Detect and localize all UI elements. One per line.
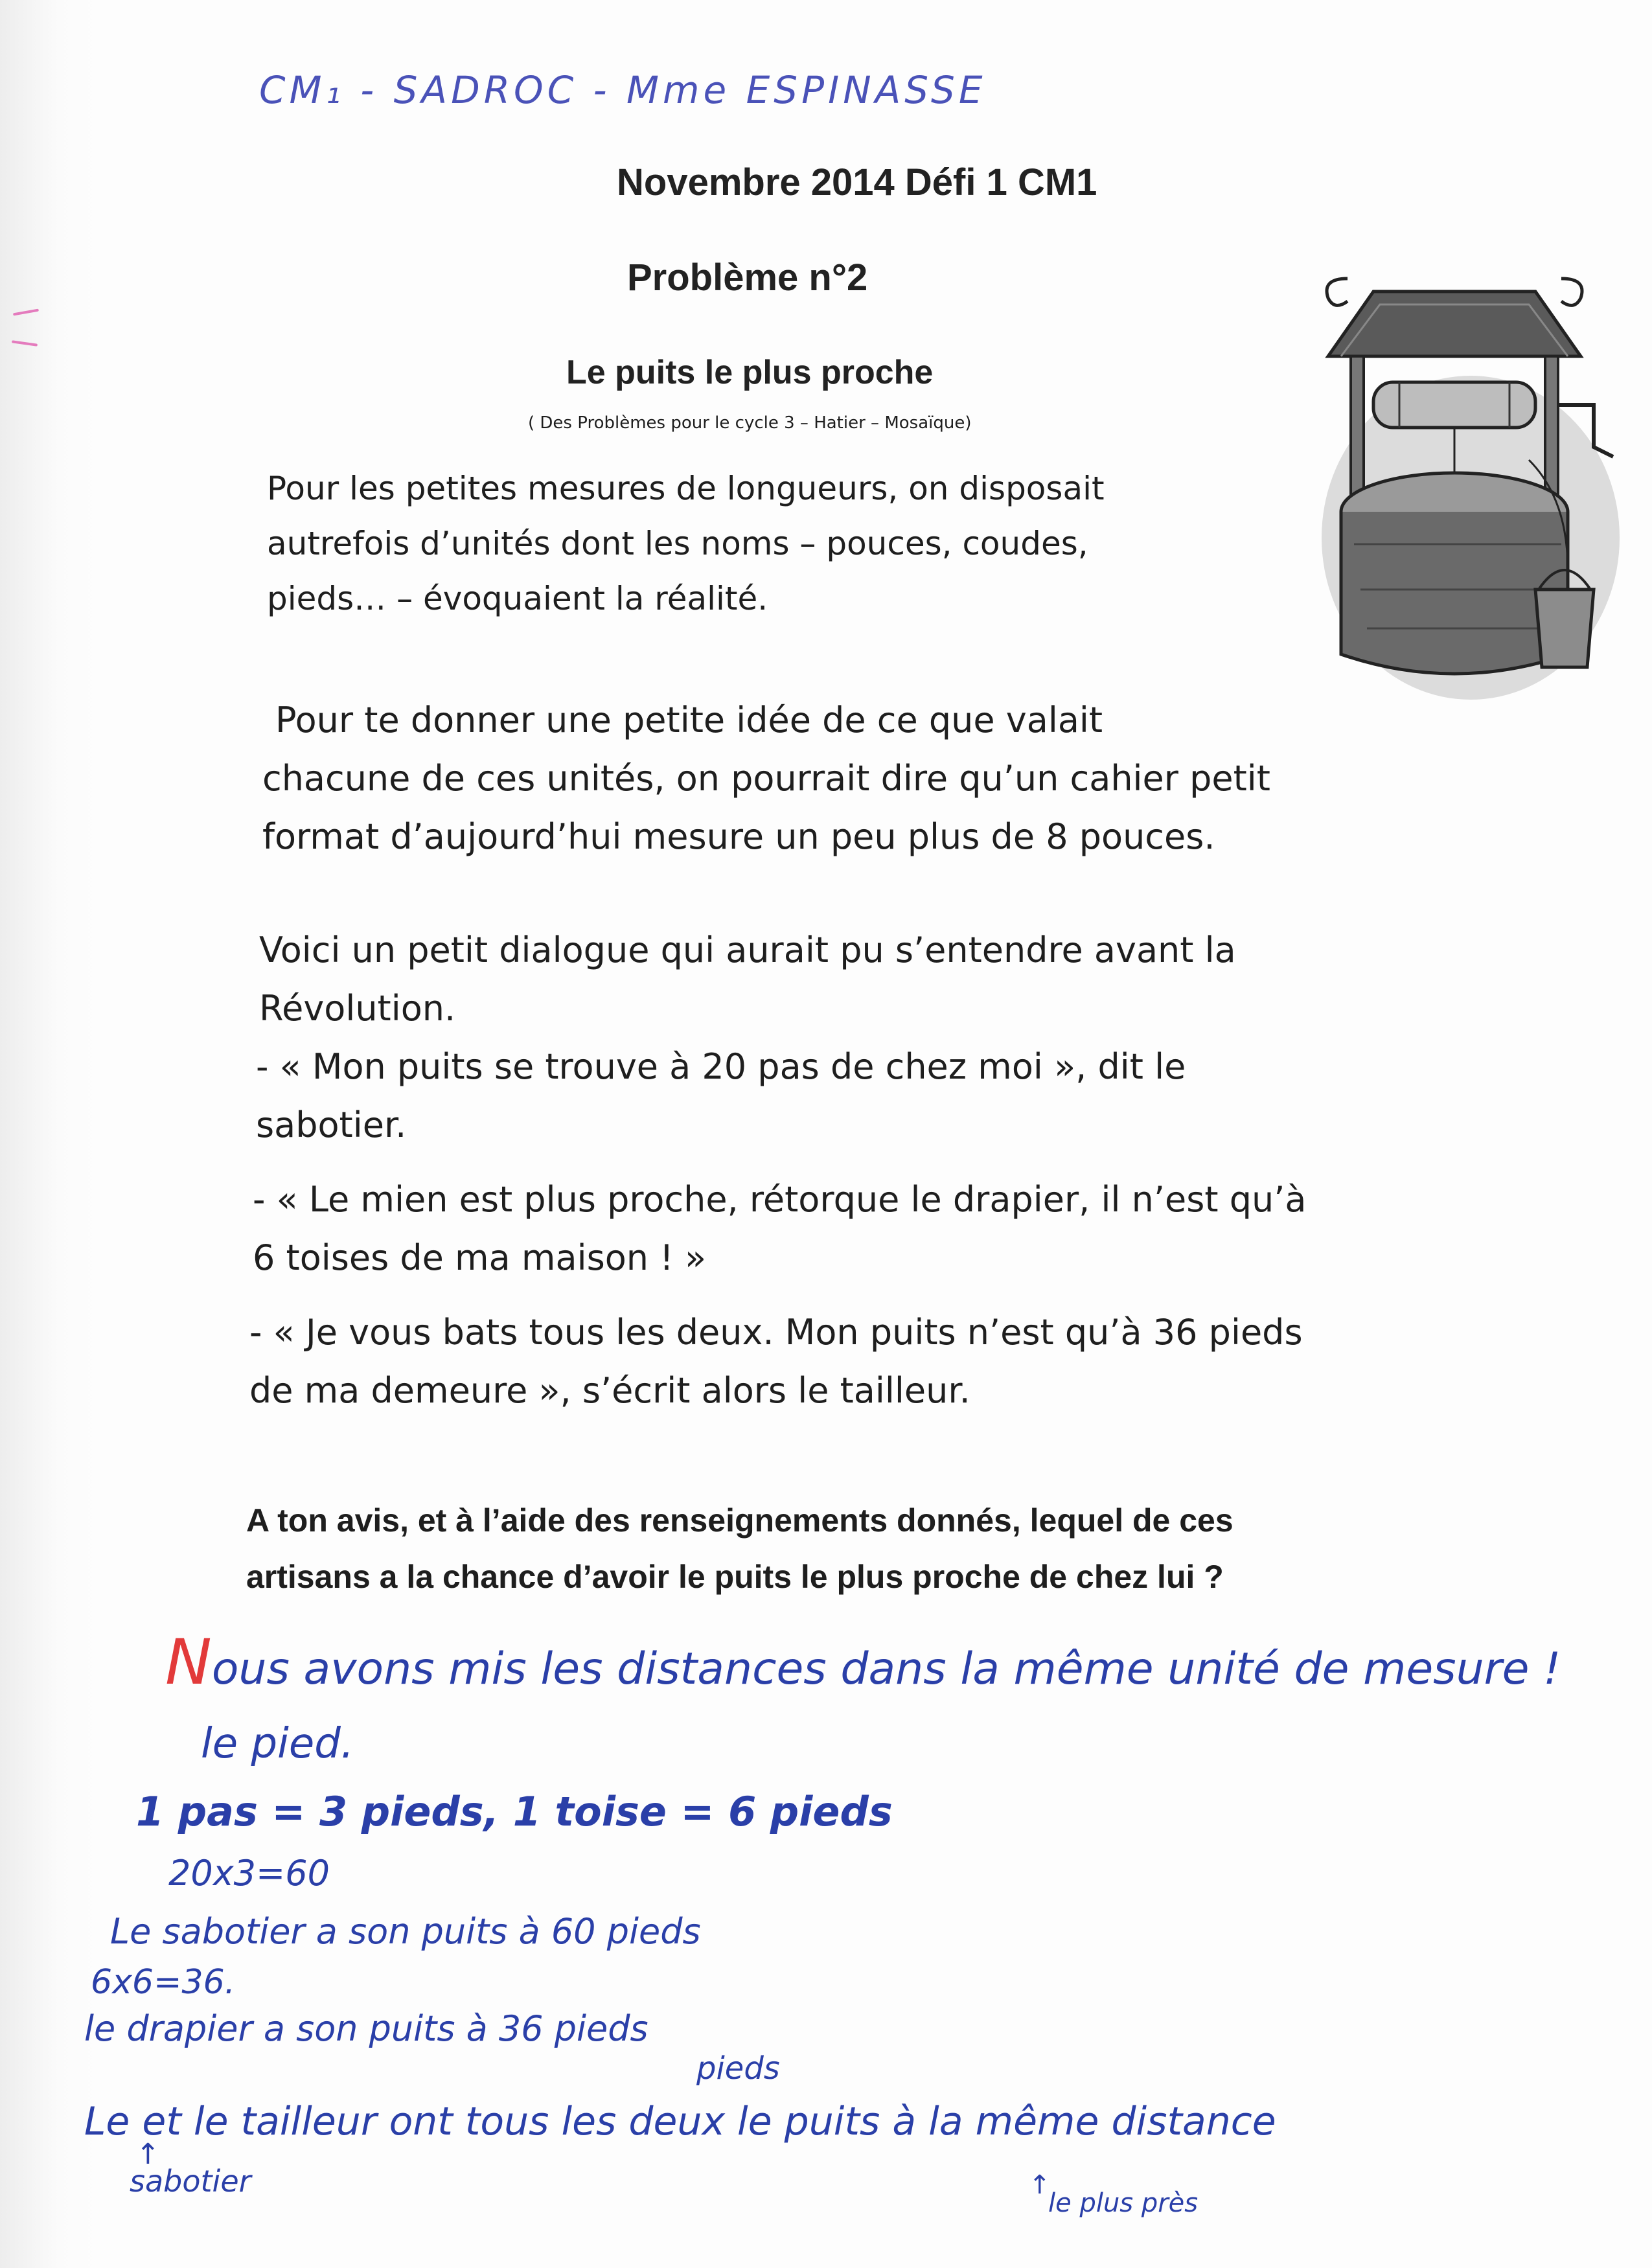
intro-line-1: Pour les petites mesures de longueurs, on disposait <box>267 470 1105 507</box>
dialogue-line-4: sabotier. <box>256 1105 407 1145</box>
question-line-2: artisans a la chance d’avoir le puits le plus proche de chez lui ? <box>246 1559 1224 1595</box>
answer-line-4: 20x3=60 <box>168 1853 330 1894</box>
answer-first-letter: N <box>165 1626 212 1699</box>
dialogue-line-8: de ma demeure », s’écrit alors le tailleur. <box>249 1370 970 1411</box>
intro-line-2: autrefois d’unités dont les noms – pouces, coudes, <box>267 525 1088 562</box>
answer-line-2: le pied. <box>201 1720 354 1768</box>
question-line-1: A ton avis, et à l’aide des renseignements donnés, lequel de ces <box>246 1502 1233 1539</box>
answer-line-1 <box>165 1626 1561 1699</box>
intro-line-3: pieds… – évoquaient la réalité. <box>267 580 768 617</box>
para2-line-2: chacune de ces unités, on pourrait dire qu’un cahier petit <box>262 758 1270 799</box>
dialogue-line-7: - « Je vous bats tous les deux. Mon puits n’est qu’à 36 pieds <box>249 1312 1303 1353</box>
para2-line-3: format d’aujourd’hui mesure un peu plus de 8 pouces. <box>262 816 1215 857</box>
note-sabotier: sabotier <box>130 2164 251 2199</box>
answer-line-7: le drapier a son puits à 36 pieds <box>84 2008 648 2049</box>
answer-line-6: 6x6=36. <box>91 1963 236 2002</box>
dialogue-line-1: Voici un petit dialogue qui aurait pu s’entendre avant la <box>259 930 1236 970</box>
note-plus-pres: le plus près <box>1048 2188 1199 2218</box>
doc-title: Novembre 2014 Défi 1 CM1 <box>617 161 1097 203</box>
well-illustration <box>1289 266 1620 713</box>
para2-line-1: Pour te donner une petite idée de ce que valait <box>275 700 1103 740</box>
arrow-plus-pres: ↑ <box>1029 2170 1051 2200</box>
answer-line-7b: pieds <box>696 2050 780 2087</box>
answer-line-1-text: ous avons mis les distances dans la même unité de mesure ! <box>211 1644 1561 1695</box>
dialogue-line-6: 6 toises de ma maison ! » <box>253 1237 707 1278</box>
handwritten-class-header: CM₁ - SADROC - Mme ESPINASSE <box>259 68 987 112</box>
answer-line-8: Le et le tailleur ont tous les deux le puits à la même distance <box>84 2099 1276 2144</box>
answer-line-5: Le sabotier a son puits à 60 pieds <box>110 1911 701 1952</box>
source-citation: ( Des Problèmes pour le cycle 3 – Hatier – Mosaïque) <box>528 413 972 433</box>
problem-subtitle: Le puits le plus proche <box>566 354 934 391</box>
dialogue-line-5: - « Le mien est plus proche, rétorque le drapier, il n’est qu’à <box>253 1179 1307 1220</box>
dialogue-line-3: - « Mon puits se trouve à 20 pas de chez moi », dit le <box>256 1046 1186 1087</box>
dialogue-line-2: Révolution. <box>259 988 456 1029</box>
arrow-sabotier: ↑ <box>136 2138 160 2171</box>
answer-line-3: 1 pas = 3 pieds, 1 toise = 6 pieds <box>136 1788 893 1835</box>
problem-number: Problème n°2 <box>627 257 868 299</box>
